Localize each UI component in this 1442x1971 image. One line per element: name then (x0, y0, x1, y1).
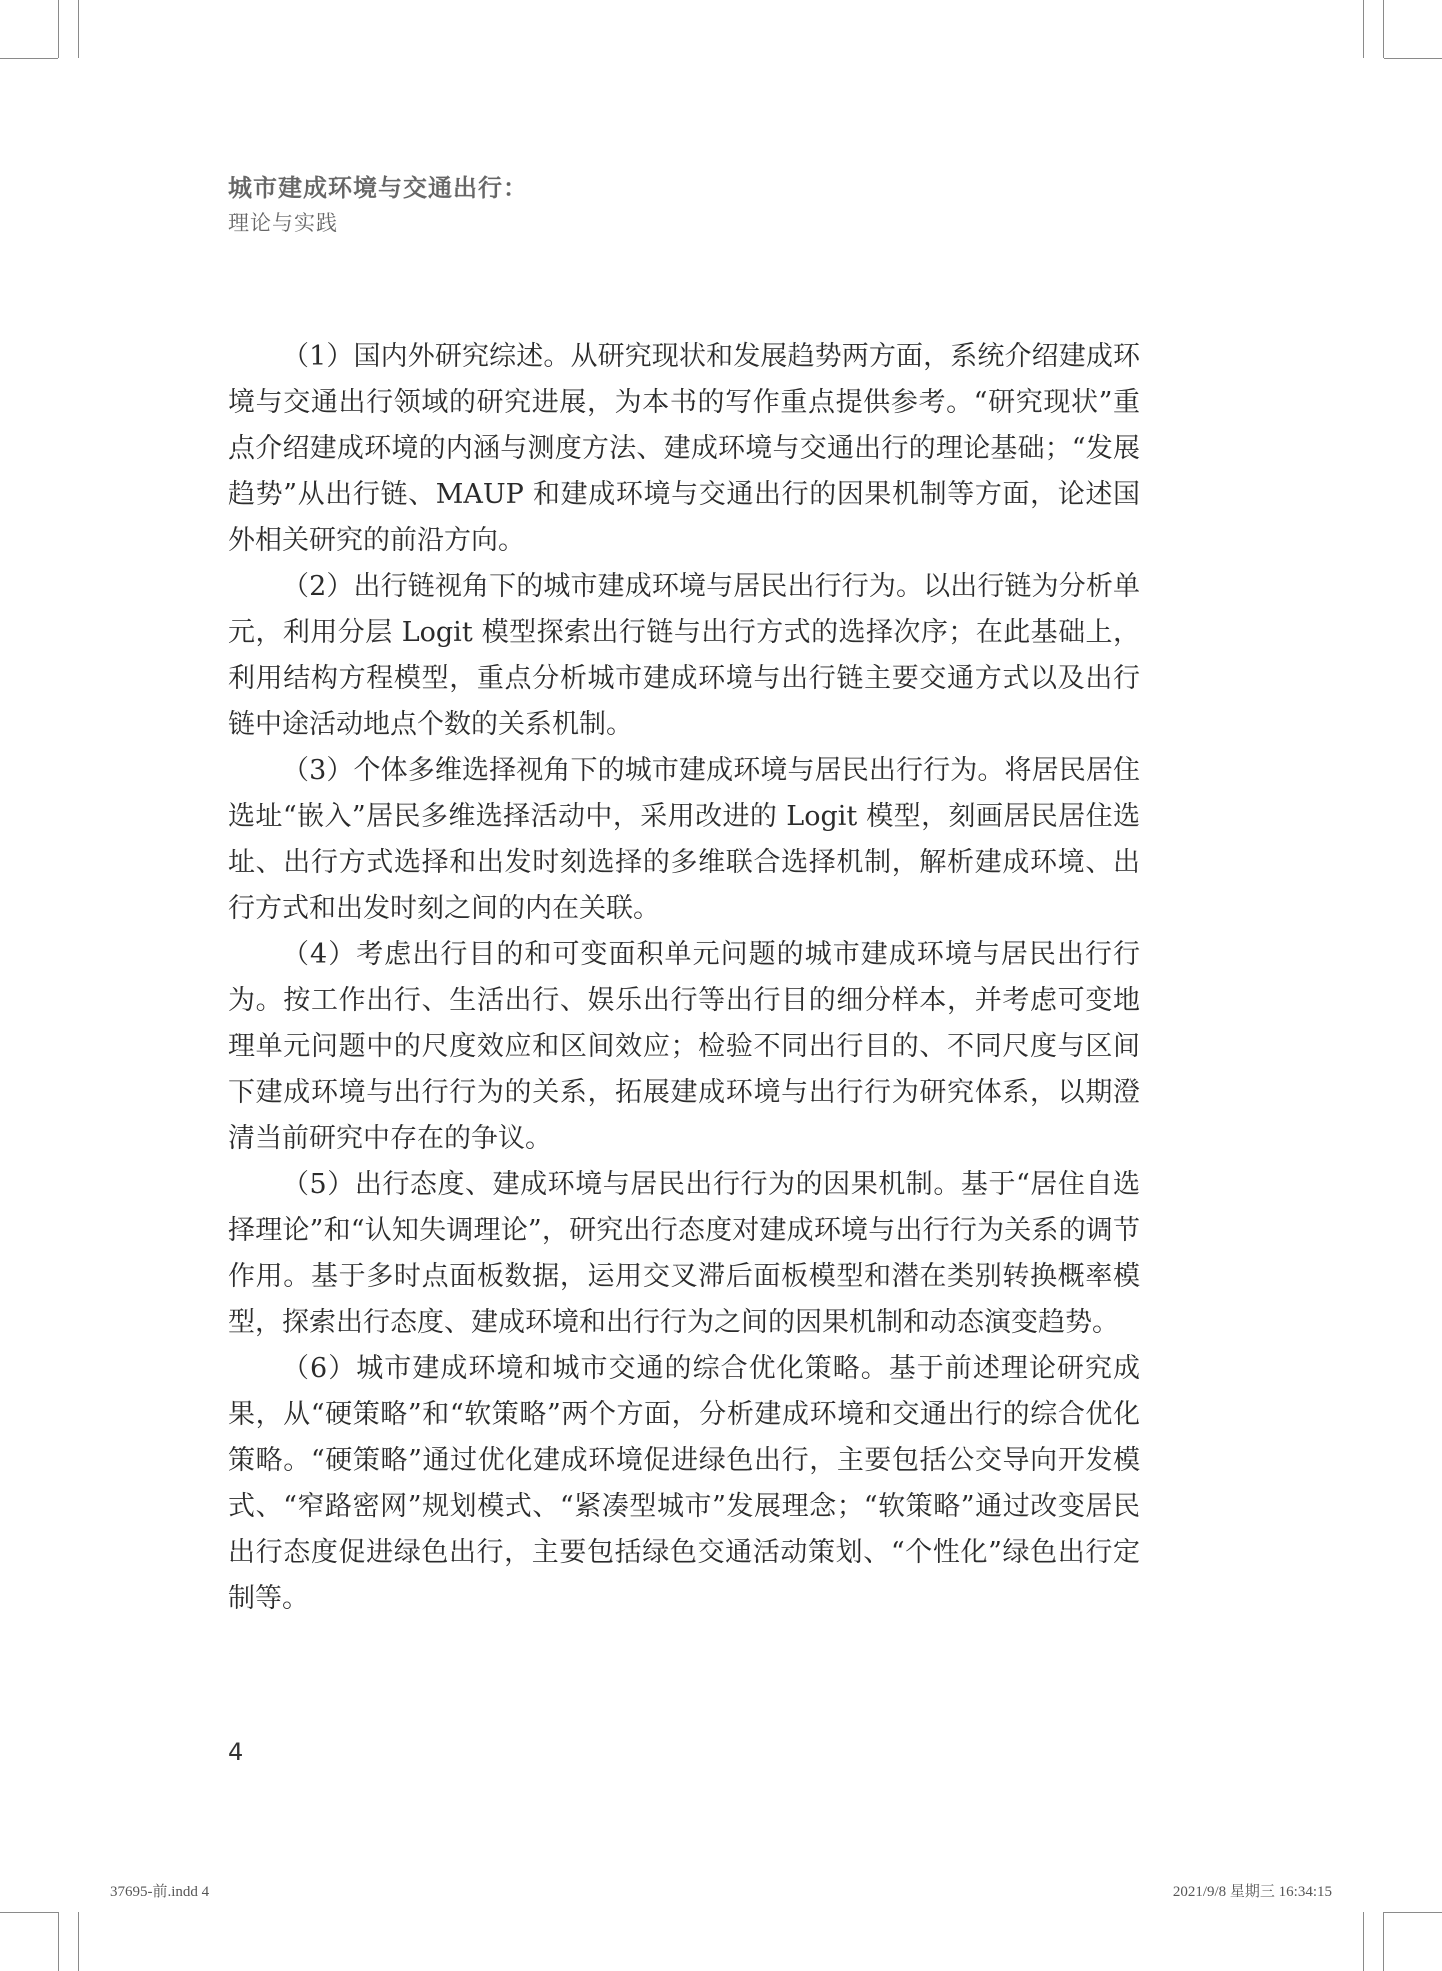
paragraph-4: （4）考虑出行目的和可变面积单元问题的城市建成环境与居民出行行为。按工作出行、生活出行、娱乐出行等出行目的细分样本，并考虑可变地理单元问题中的尺度效应和区间效应；检验不同出行目的、不同尺度与区间下建成环境与出行行为的关系，拓展建成环境与出行行为研究体系，以期澄清当前研究中存在的争议。 (228, 939, 1140, 1154)
paragraph-1: （1）国内外研究综述。从研究现状和发展趋势两方面，系统介绍建成环境与交通出行领域的研究进展，为本书的写作重点提供参考。“研究现状”重点介绍建成环境的内涵与测度方法、建成环境与交通出行的理论基础；“发展趋势”从出行链、MAUP 和建成环境与交通出行的因果机制等方面，论述国外相关研究的前沿方向。 (228, 341, 1140, 556)
body-text (228, 334, 1140, 1622)
crop-mark-bottom-right-horizontal (1384, 1912, 1442, 1913)
crop-mark-top-right-vertical-2 (1383, 0, 1384, 58)
running-head (228, 170, 528, 240)
crop-mark-top-right-horizontal (1384, 58, 1442, 59)
crop-mark-top-left-vertical-1 (58, 0, 59, 58)
slug-file-name: 37695-前.indd 4 (110, 1884, 210, 1900)
running-head-title: 城市建成环境与交通出行： (228, 174, 528, 202)
paragraph-2: （2）出行链视角下的城市建成环境与居民出行行为。以出行链为分析单元，利用分层 Logit 模型探索出行链与出行方式的选择次序；在此基础上，利用结构方程模型，重点分析城市建成环境与出行链主要交通方式以及出行链中途活动地点个数的关系机制。 (228, 571, 1140, 740)
crop-mark-top-left-vertical-2 (78, 0, 79, 58)
crop-mark-bottom-right-vertical-2 (1383, 1912, 1384, 1971)
crop-mark-bottom-right-vertical-1 (1363, 1912, 1364, 1971)
paragraph-5: （5）出行态度、建成环境与居民出行行为的因果机制。基于“居住自选择理论”和“认知失调理论”，研究出行态度对建成环境与出行行为关系的调节作用。基于多时点面板数据，运用交叉滞后面板模型和潜在类别转换概率模型，探索出行态度、建成环境和出行行为之间的因果机制和动态演变趋势。 (228, 1169, 1140, 1338)
crop-mark-top-left-horizontal (0, 58, 58, 59)
page-number: 4 (228, 1738, 244, 1766)
slug-datetime: 2021/9/8 星期三 16:34:15 (1172, 1884, 1332, 1900)
crop-mark-bottom-left-horizontal (0, 1912, 58, 1913)
crop-mark-top-right-vertical-1 (1363, 0, 1364, 58)
running-head-subtitle: 理论与实践 (228, 211, 338, 235)
paragraph-3: （3）个体多维选择视角下的城市建成环境与居民出行行为。将居民居住选址“嵌入”居民多维选择活动中，采用改进的 Logit 模型，刻画居民居住选址、出行方式选择和出发时刻选择的多维联合选择机制，解析建成环境、出行方式和出发时刻之间的内在关联。 (228, 755, 1140, 924)
crop-mark-bottom-left-vertical-1 (58, 1912, 59, 1971)
crop-mark-bottom-left-vertical-2 (78, 1912, 79, 1971)
paragraph-6: （6）城市建成环境和城市交通的综合优化策略。基于前述理论研究成果，从“硬策略”和“软策略”两个方面，分析建成环境和交通出行的综合优化策略。“硬策略”通过优化建成环境促进绿色出行，主要包括公交导向开发模式、“窄路密网”规划模式、“紧凑型城市”发展理念；“软策略”通过改变居民出行态度促进绿色出行，主要包括绿色交通活动策划、“个性化”绿色出行定制等。 (228, 1353, 1140, 1614)
